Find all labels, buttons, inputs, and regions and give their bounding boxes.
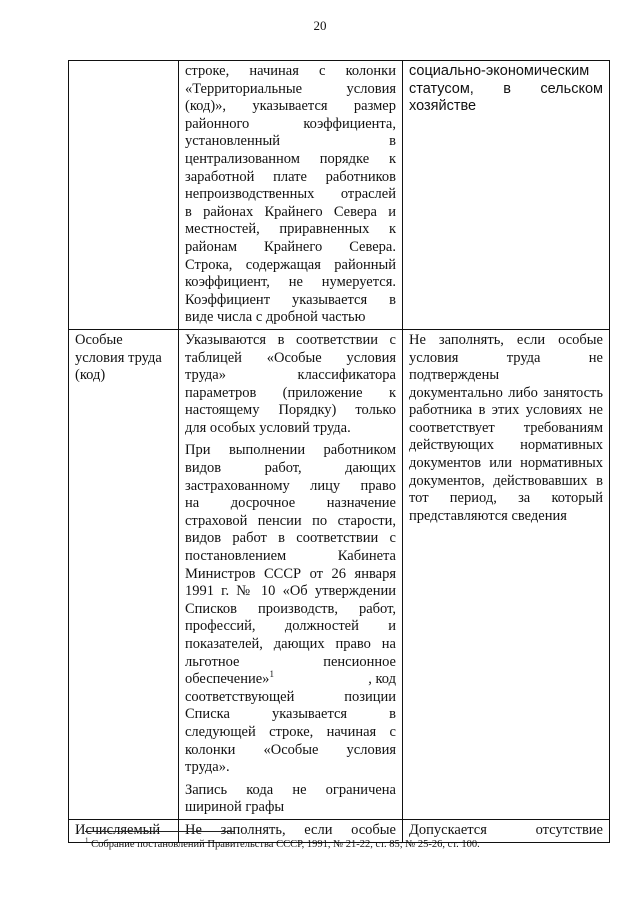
text-line: районам Крайнего Севера. (185, 238, 396, 255)
row2-col3 (403, 329, 610, 819)
page-number: 20 (313, 18, 327, 33)
text-line: Министров СССР от 26 января (185, 565, 396, 582)
text-line: централизованном порядке к (185, 150, 396, 167)
text-line: Допускается отсутствие (409, 821, 603, 838)
text-line: документально либо занятость (409, 384, 603, 401)
text-line: заработной плате работников (185, 168, 396, 185)
text-line: документов или нормативных (409, 455, 603, 472)
row1-col3 (403, 61, 610, 330)
row1-col2-text (185, 63, 396, 327)
text-line: Не заполнять, если особые (409, 331, 603, 348)
footnote-line-text: обеспечение» (185, 671, 270, 688)
field-name-line: Исчисляемый (75, 821, 161, 838)
text-line: документов, действовавших в (409, 472, 603, 489)
text-line: соответствует требованиям (409, 419, 603, 436)
text-line: параметров (приложение к (185, 384, 396, 401)
text-line: видов работ, дающих (185, 460, 396, 477)
table-row-regional-coefficient (69, 61, 610, 330)
text-line-with-footnote (185, 671, 396, 689)
paragraph-3 (185, 782, 396, 817)
text-line: показателей, дающих право на (185, 636, 396, 652)
footnote-line-tail: , код (368, 671, 396, 688)
text-line: действующих нормативных (409, 437, 603, 454)
footnote-reference[interactable]: 1 (269, 669, 274, 680)
text-line: шириной графы (185, 799, 285, 816)
text-line: Списков производств, работ, (185, 600, 396, 617)
text-line: районного коэффициента, (185, 115, 396, 132)
row2-col1 (69, 329, 179, 819)
footnote-text: Собрание постановлений Правительства СССР, 1991, № 21-22, ст. 85; № 25-26, ст. 100. (88, 839, 480, 850)
footnote-mark: 1 (85, 836, 89, 845)
text-line: тот период, за который (409, 490, 603, 507)
text-line: страховой пенсии по старости, (185, 512, 396, 529)
text-line: социально-экономическим (409, 63, 590, 79)
text-line: профессий, должностей и (185, 618, 396, 635)
text-line: настоящему Порядку) только (185, 402, 396, 419)
row1-col2 (179, 61, 403, 330)
document-table (68, 60, 610, 843)
field-name-line: Особые (75, 331, 123, 348)
text-line: льготное пенсионное (185, 653, 396, 670)
footnote-separator (85, 831, 235, 832)
text-line: строке, начиная с колонки (185, 63, 396, 79)
text-line: труда» классификатора (185, 367, 396, 384)
text-line: Запись кода не ограничена (185, 781, 396, 798)
text-line: коэффициент, не нумеруется. (185, 274, 396, 291)
paragraph-2 (185, 442, 396, 776)
text-line: на досрочное назначение (185, 495, 396, 512)
field-name-line: условия труда (75, 349, 162, 366)
text-line: непроизводственных отраслей (185, 186, 396, 203)
text-line: 1991 г. № 10 «Об утверждении (185, 583, 396, 600)
text-line: установленный в (185, 133, 396, 150)
text-line: условия труда не подтверждены (409, 349, 603, 384)
text-line: видов работ в соответствии с (185, 530, 396, 547)
text-line: «Территориальные условия (185, 80, 396, 97)
text-line: застрахованному лицу право (185, 477, 396, 494)
text-line: виде числа с дробной частью (185, 309, 366, 326)
text-line: статусом, в сельском (409, 80, 603, 97)
text-line: Строка, содержащая районный (185, 256, 396, 273)
row1-col1 (69, 61, 179, 330)
text-line: Указываются в соответствии с (185, 331, 396, 348)
footnote (85, 836, 480, 850)
row2-col2 (179, 329, 403, 819)
text-line: постановлением Кабинета (185, 548, 396, 565)
text-line: работника в этих условиях не (409, 402, 603, 419)
text-line: колонки «Особые условия (185, 741, 396, 758)
text-line: таблицей «Особые условия (185, 349, 396, 366)
footnote-line-head (185, 671, 274, 689)
text-line: Списка указывается в (185, 706, 396, 723)
text-line: Не заполнять, если особые (185, 821, 396, 838)
table-row-special-conditions (69, 329, 610, 819)
paragraph-1 (185, 332, 396, 438)
text-line: представляются сведения (409, 507, 567, 524)
text-line: соответствующей позиции (185, 688, 396, 705)
text-line: Коэффициент указывается в (185, 291, 396, 308)
text-line: При выполнении работником (185, 442, 396, 459)
text-line: труда». (185, 759, 230, 776)
field-name-line: (код) (75, 367, 106, 384)
text-line: следующей строке, начиная с (185, 723, 396, 740)
text-line: местностей, приравненных к (185, 221, 396, 238)
text-line: хозяйстве (409, 98, 477, 115)
text-line: для особых условий труда. (185, 419, 351, 436)
text-line: в районах Крайнего Севера и (185, 203, 396, 220)
text-line: (код)», указывается размер (185, 98, 396, 115)
